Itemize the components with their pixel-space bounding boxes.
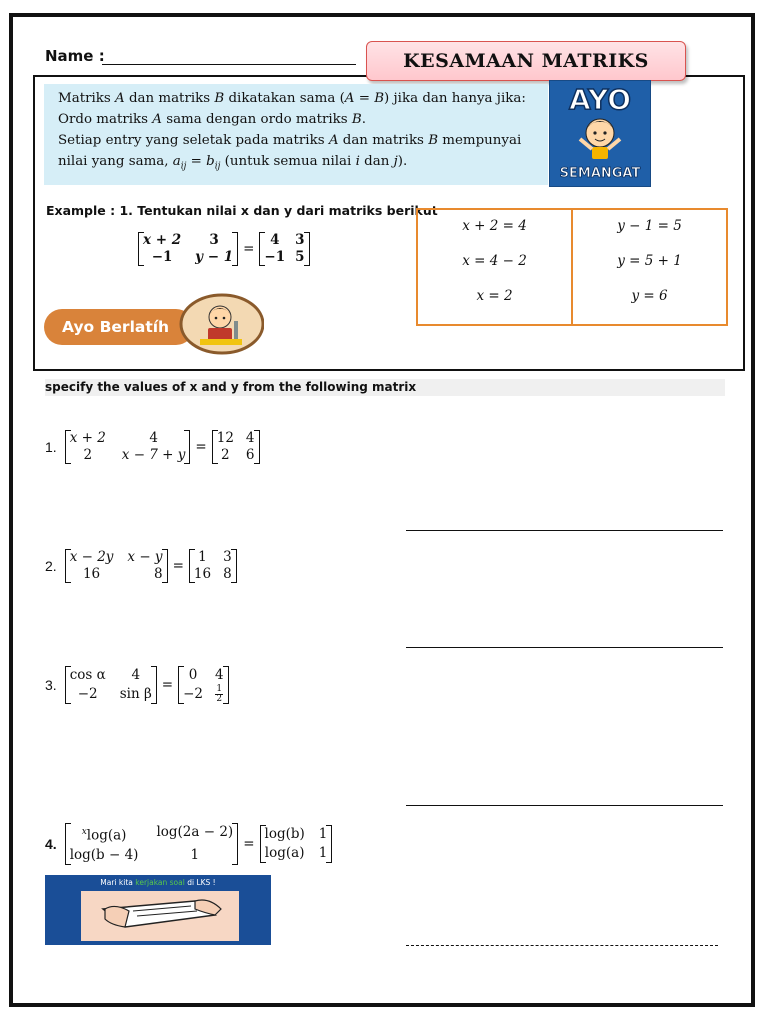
name-label: Name : — [45, 47, 105, 65]
example-matrix-b: 4 3 −1 5 — [259, 232, 309, 266]
example-label: Example : 1. Tentukan nilai x dan y dari matriks berikut — [46, 203, 438, 218]
one-half-fraction: $\frac{1}{2}$ — [216, 684, 223, 704]
example-matrix-a: x + 2 3 −1 y − 1 — [138, 232, 238, 266]
lks-banner — [45, 875, 271, 945]
instruction-text: specify the values of x and y from the following matrix — [45, 379, 725, 396]
problem-2: 2. x − 2y x − y 16 8 = 1 3 16 8 — [45, 549, 237, 583]
problem-4: 4. $^x$log(a) log(2a − 2) log(b − 4) 1 = log(b) 1 log(a) 1 — [45, 823, 332, 865]
definition-box — [44, 84, 548, 185]
boy-studying-icon — [178, 293, 264, 355]
problem-3-matrix-a: cos α 4 −2 sin β — [65, 666, 157, 704]
ayo-semangat-badge — [549, 80, 651, 187]
definition-line-3: Setiap entry yang seletak pada matriks A dan matriks B mempunyai — [58, 133, 522, 148]
problem-2-matrix-a: x − 2y x − y 16 8 — [65, 549, 168, 583]
problem-2-matrix-b: 1 3 16 8 — [189, 549, 237, 583]
problem-3-matrix-b: 0 4 −2 $\frac{1}{2}$ — [178, 666, 229, 704]
name-field[interactable] — [102, 64, 356, 65]
lks-banner-text: Mari kita kerjakan soal di LKS ! — [100, 878, 216, 887]
ayo-berlatih-badge: Ayo Berlatíh — [44, 309, 194, 345]
problem-1: 1. x + 2 4 2 x − 7 + y = 12 4 2 6 — [45, 430, 260, 464]
answer-line-2[interactable] — [406, 647, 723, 648]
example-solution-table — [416, 208, 728, 326]
solution-x-column: x + 2 = 4 x = 4 − 2 x = 2 — [462, 218, 527, 304]
answer-line-1[interactable] — [406, 530, 723, 531]
definition-line-4: nilai yang sama, $a_{ij} = b_{ij}$ (untuk semua nilai i dan j). — [58, 154, 408, 172]
problem-1-matrix-a: x + 2 4 2 x − 7 + y — [65, 430, 191, 464]
page-title: KESAMAAN MATRIKS — [366, 41, 686, 81]
ayo-text: AYO — [568, 83, 632, 116]
problem-4-matrix-b: log(b) 1 log(a) 1 — [260, 825, 333, 863]
problem-1-matrix-b: 12 4 2 6 — [212, 430, 260, 464]
solution-y-column: y − 1 = 5 y = 5 + 1 y = 6 — [571, 210, 726, 324]
problem-3: 3. cos α 4 −2 sin β = 0 4 −2 $\frac{1}{2}$ — [45, 666, 229, 704]
definition-line-2: Ordo matriks A sama dengan ordo matriks B. — [58, 112, 366, 127]
example-matrix-equation: x + 2 3 −1 y − 1 = 4 3 −1 5 — [138, 232, 310, 266]
kid-cheering-icon — [550, 81, 650, 186]
definition-line-1: Matriks A dan matriks B dikatakan sama (A = B) jika dan hanya jika: — [58, 91, 526, 106]
semangat-text: SEMANGAT — [559, 166, 641, 181]
problem-4-matrix-a: $^x$log(a) log(2a − 2) log(b − 4) 1 — [65, 823, 239, 865]
answer-line-4[interactable] — [406, 945, 718, 946]
answer-line-3[interactable] — [406, 805, 723, 806]
